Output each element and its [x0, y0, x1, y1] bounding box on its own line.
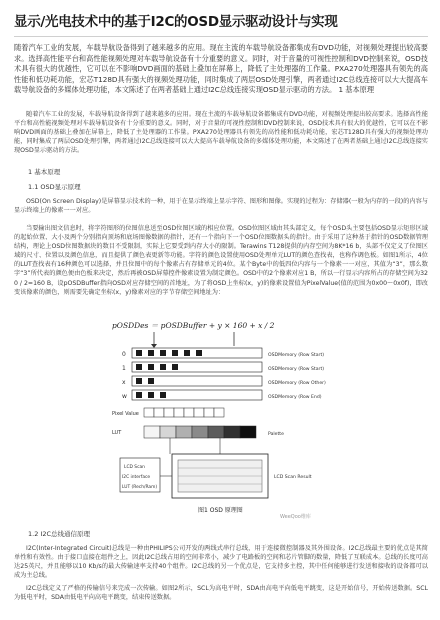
bottom-label-4: LUT (Rech/Ram): [122, 485, 158, 490]
section-heading-1: 1 基本原理: [28, 168, 61, 176]
pixel-value-label: Pixel Value: [112, 411, 139, 417]
row-label-0: 0: [122, 351, 126, 358]
right-label-2: OSDMemory (Row Start): [268, 367, 325, 372]
figure-osd-diagram: [110, 316, 336, 522]
right-label-4: OSDMemory (Row End): [268, 395, 322, 400]
i2c-paragraph: I2C(Inter-Integrated Circuit)总线是一种由PHILIPS公司开发的两线式串行总线，用于连接微控制器及其外围设备。I2C总线最主要的优点是其简单性和有效性。由于接口直接在组件之上，因此I2C总线占用的空间非常小，减少了电路板的空间和芯片管脚的数量，降低了互联成本。总线的长度可高达25英尺，并且能够以10 Kb/s的最大传输速率支持40个组件。I2C总线的另一个优点是，它支持多主控，其中任何能够进行发送和接收的设备都可以成为主总线。: [14, 545, 428, 580]
bottom-label-1: LCD Scan: [124, 465, 145, 470]
lut-label: LUT: [112, 430, 122, 436]
bottom-label-3: LCD Scan Result: [274, 475, 312, 480]
right-label-3: OSDMemory (Row Other): [268, 381, 326, 386]
row-label-1: 1: [122, 365, 126, 372]
row-label-x: x: [122, 379, 126, 386]
figure-caption: 图1 OSD 原理图: [198, 507, 243, 514]
osd-diagram-svg: [110, 316, 336, 522]
section-heading-1-1: 1.1 OSD显示原理: [28, 183, 81, 191]
section-heading-1-2: 1.2 I2C总线通信原理: [28, 530, 90, 538]
osd-detail-paragraph: 当要输出图文信息时，将字符图形的位图信息送至OSD位图区域的相应位置。OSD位图区域由其头部定义，每个OSD头主要包括OSD显示矩形区域的起始位置、大小及两个分别指向顶场和底场图像数据的指针，还有一个指向下一个OSD位图数据头的指针。由于采用了这种基于指针的OSD数据管理结构，理论上OSD位图数据块的数目不受限制，实际上它要受到内存大小的限制。Terawins T128提供的内存空间为8K*16 b，头部不仅定义了位图区域的尺寸、位置以及颜色信息，而且提供了颜色表更新等功能。字符的颜色设置使用OSD处理单元LUT的颜色查找表，也称作调色板。如图1所示，4位的LUT查找表有16种颜色可以选择，并且位图中的每个像素占有存储单元的4位。某个Byte中的低四位内容与一个像素一一对应，其值为“3”，那么数字“3”所代表的颜色便由色板来决定，然后再被OSD屏幕控件像素设置为制定颜色。OSD中的2个像素对应1 B，所以一行显示内容所占的存储空间为320 / 2=160 B，设pOSDBuffer指向OSD对应存储空间的首地址，为了将OSD上坐标(x，y)的像素设置值为PixelValue(值的范围为0x00～0x0f)，即改变该像素的颜色，则需要先确定坐标(x，y)像素对应的字节存储空间地址为：: [14, 225, 428, 296]
figure-watermark: WeeQoo维库: [280, 514, 311, 520]
i2c-signal-paragraph: I2C总线定义了严格的传输信号来完成一次传输。如图2所示，SCL为高电平时，SDA由高电平向低电平跳变，这是开始信号，开始传送数据。SCL为低电平时，SDA由低电平向高电平跳变，结束传送数据。: [14, 585, 428, 602]
title-divider: [14, 36, 428, 37]
figure-formula: pOSDDes ＝ pOSDBuffer + y × 160 + x / 2: [112, 321, 275, 330]
row-label-w: w: [122, 393, 127, 400]
abstract-paragraph: 随着汽车工业的发展，车载导航设备得到了越来越多的应用。现在主流的车载导航设备都集成有DVD功能，对视频处理提出较高要求。选择高性能平台和高性能视频处理对车载导航设备有十分重要的意义。同时，对于音量的可视性控制和DVD控制来说，OSD技术具有很大的优越性，它可以在不影响DVD画面的基础上叠加在屏幕上，降低了主处理器的工作量。PXA270处理器具有领先的高性能和低功耗功能，宏芯T128D具有强大的视频处理功能，同时集成了两层OSD处理引擎，两者通过I2C总线连接可以大大提高车载导航设备的多媒体处理功能，本文陈述了在两者基础上通过I2C总线连接实现OSD显示驱动的方法。 1 基本原理: [14, 43, 428, 95]
formula-arrow-head: [151, 344, 157, 348]
bottom-label-2: I2C interface: [122, 475, 151, 480]
palette-label: Palette: [268, 432, 284, 437]
page-title: 显示/光电技术中的基于I2C的OSD显示驱动设计与实现: [14, 14, 338, 30]
pixel-value-cells: [144, 408, 224, 417]
right-label-1: OSDMemory (Row Start): [268, 353, 325, 358]
intro-paragraph: 随着汽车工业的发展，车载导航设备得到了越来越多的应用。现在主流的车载导航设备都集成有DVD功能，对视频处理提出较高要求。选择高性能平台和高性能视频处理对车载导航设备有十分重要的意义。同时，对于音量的可视性控制和DVD控制来说，OSD技术具有很大的优越性，它可以在不影响DVD画面的基础上叠加在屏幕上，降低了主处理器的工作量。PXA270处理器具有领先的高性能和低功耗功能，宏芯T128D具有强大的视频处理功能，同时集成了两层OSD处理引擎，两者通过I2C总线连接可以大大提高车载导航设备的多媒体处理功能，本文陈述了在两者基础上通过I2C总线连接实现OSD显示驱动的方法。: [14, 111, 428, 155]
palette-cells: [144, 426, 256, 438]
osd-definition-paragraph: OSD(On Screen Display)是屏幕显示技术的一种，用于在显示终端上显示字符、图形和图像。实现的过程为：存储器(一般为内存的一段)的内容与显示终端上的像素一一对应。: [14, 198, 428, 215]
